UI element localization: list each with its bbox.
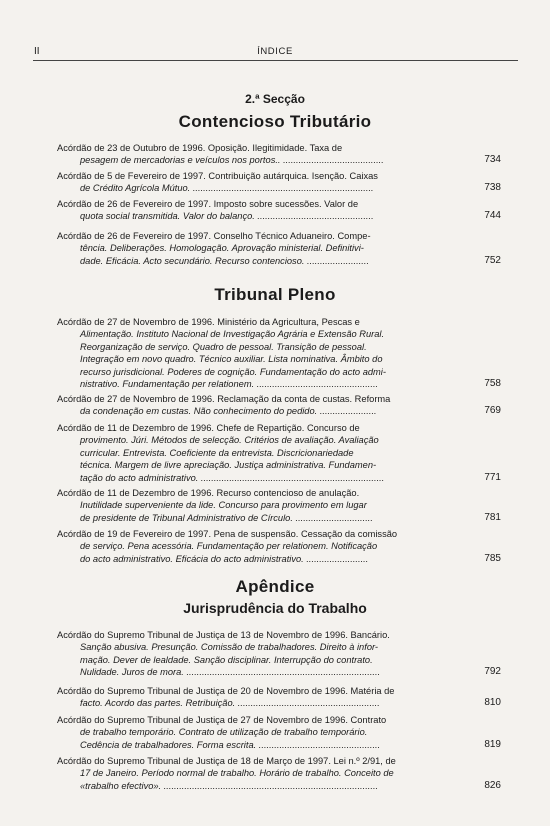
entry-line: dade. Eficácia. Acto secundário. Recurso contencioso. ........................ <box>80 255 370 266</box>
entry-page-number: 792 <box>484 666 501 678</box>
entry-line: tência. Deliberações. Homologação. Aprovação ministerial. Definitivi- <box>80 243 364 254</box>
entry-line: Acórdão do Supremo Tribunal de Justiça de 20 de Novembro de 1996. Matéria de <box>57 686 395 696</box>
header-rule <box>33 60 518 61</box>
index-entry <box>57 142 503 167</box>
entry-line: Inutilidade superveniente da lide. Concurso para provimento em lugar <box>80 500 367 511</box>
index-entry <box>57 230 503 267</box>
entry-page-number: 771 <box>484 471 501 483</box>
entry-line: «trabalho efectivo». ................................................................................... <box>80 780 379 791</box>
entry-line: Acórdão de 23 de Outubro de 1996. Oposição. Ilegitimidade. Taxa de <box>57 143 343 153</box>
entry-line: Acórdão de 27 de Novembro de 1996. Reclamação da conta de custas. Reforma <box>57 394 391 404</box>
entry-line: Acórdão do Supremo Tribunal de Justiça de 18 de Março de 1997. Lei n.º 2/91, de <box>57 756 396 766</box>
entry-line: de presidente de Tribunal Administrativo de Círculo. .............................. <box>80 512 373 523</box>
entry-line: pesagem de mercadorias e veículos nos portos.. ....................................... <box>80 155 384 166</box>
entry-line: quota social transmitida. Valor do balanço. ............................................. <box>80 211 374 222</box>
section-title: Tribunal Pleno <box>214 285 336 304</box>
entry-line: do acto administrativo. Eficácia do acto administrativo. ........................ <box>80 553 369 564</box>
index-entry <box>57 487 503 524</box>
entry-line: Nulidade. Juros de mora. ........................................................................... <box>80 667 381 678</box>
entry-line: de Crédito Agrícola Mútuo. ...................................................................... <box>80 183 374 194</box>
index-entry <box>57 393 503 418</box>
running-title: ÍNDICE <box>257 46 293 57</box>
entry-line: Acórdão de 11 de Dezembro de 1996. Chefe de Repartição. Concurso de <box>57 423 360 433</box>
entry-line: Acórdão de 26 de Fevereiro de 1997. Imposto sobre sucessões. Valor de <box>57 199 359 209</box>
index-entry <box>57 528 503 565</box>
entry-page-number: 769 <box>484 405 501 417</box>
section-title: Contencioso Tributário <box>178 112 372 131</box>
entry-page-number: 781 <box>484 511 501 523</box>
index-entry <box>57 422 503 484</box>
entry-line: Acórdão de 19 de Fevereiro de 1997. Pena de suspensão. Cessação da comissão <box>57 529 398 539</box>
entry-line: Acórdão de 27 de Novembro de 1996. Ministério da Agricultura, Pescas e <box>57 317 360 327</box>
index-entry <box>57 714 503 751</box>
entry-line: Cedência de trabalhadores. Forma escrita. ............................................... <box>80 739 381 750</box>
entry-line: Acórdão do Supremo Tribunal de Justiça de 13 de Novembro de 1996. Bancário. <box>57 630 390 640</box>
index-entry <box>57 198 503 223</box>
index-entry <box>57 170 503 195</box>
entry-line: técnica. Margem de livre apreciação. Justiça administrativa. Fundamen- <box>80 460 377 471</box>
entry-page-number: 819 <box>484 738 501 750</box>
entry-line: da condenação em custas. Não conhecimento do pedido. ...................... <box>80 406 377 417</box>
entry-page-number: 810 <box>484 697 501 709</box>
entry-page-number: 752 <box>484 254 501 266</box>
entry-line: nistrativo. Fundamentação per relationem. ............................................... <box>80 379 379 390</box>
entry-line: Acórdão de 5 de Fevereiro de 1997. Contribuição autárquica. Isenção. Caixas <box>57 171 378 181</box>
index-entry <box>57 755 503 792</box>
entry-line: recurso jurisdicional. Poderes de cognição. Fundamentação do acto admi- <box>80 366 386 377</box>
entry-line: 17 de Janeiro. Período normal de trabalho. Horário de trabalho. Conceito de <box>80 768 394 779</box>
entry-page-number: 744 <box>484 210 501 222</box>
entry-page-number: 826 <box>484 779 501 791</box>
section-subtitle: 2.ª Secção <box>245 92 305 106</box>
index-entry <box>57 629 503 679</box>
entry-line: de trabalho temporário. Contrato de utilização de trabalho temporário. <box>80 727 368 738</box>
entry-page-number: 738 <box>484 182 501 194</box>
entry-line: de serviço. Pena acessória. Fundamentação per relationem. Notificação <box>80 541 378 552</box>
entry-page-number: 758 <box>484 378 501 390</box>
entry-line: Acórdão de 11 de Dezembro de 1996. Recurso contencioso de anulação. <box>57 488 360 498</box>
entry-line: mação. Dever de lealdade. Sanção disciplinar. Interrupção do contrato. <box>80 654 373 665</box>
entry-page-number: 734 <box>484 154 501 166</box>
entry-line: Acórdão de 26 de Fevereiro de 1997. Conselho Técnico Aduaneiro. Compe- <box>57 231 371 241</box>
appendix-subtitle: Jurisprudência do Trabalho <box>183 600 367 616</box>
entry-line: Alimentação. Instituto Nacional de Investigação Agrária e Extensão Rural. <box>80 329 385 340</box>
entry-line: Acórdão do Supremo Tribunal de Justiça de 27 de Novembro de 1996. Contrato <box>57 715 387 725</box>
entry-line: Sanção abusiva. Presunção. Comissão de trabalhadores. Direito à infor- <box>80 642 379 653</box>
entry-line: provimento. Júri. Métodos de selecção. Critérios de avaliação. Avaliação <box>80 435 379 446</box>
entry-page-number: 785 <box>484 552 501 564</box>
entry-line: tação do acto administrativo. ....................................................................... <box>80 472 385 483</box>
appendix-title: Apêndice <box>235 577 315 596</box>
entry-line: facto. Acordo das partes. Retribuição. ....................................................... <box>80 698 380 709</box>
index-entry <box>57 685 503 710</box>
entry-line: curricular. Entrevista. Coeficiente da entrevista. Discricionariedade <box>80 447 354 458</box>
index-entry <box>57 316 503 390</box>
entry-line: Reorganização de serviço. Quadro de pessoal. Transição de pessoal. <box>80 341 367 352</box>
entry-line: Integração em novo quadro. Técnico auxiliar. Lista nominativa. Âmbito do <box>80 354 383 365</box>
page-number-roman: II <box>34 46 40 57</box>
